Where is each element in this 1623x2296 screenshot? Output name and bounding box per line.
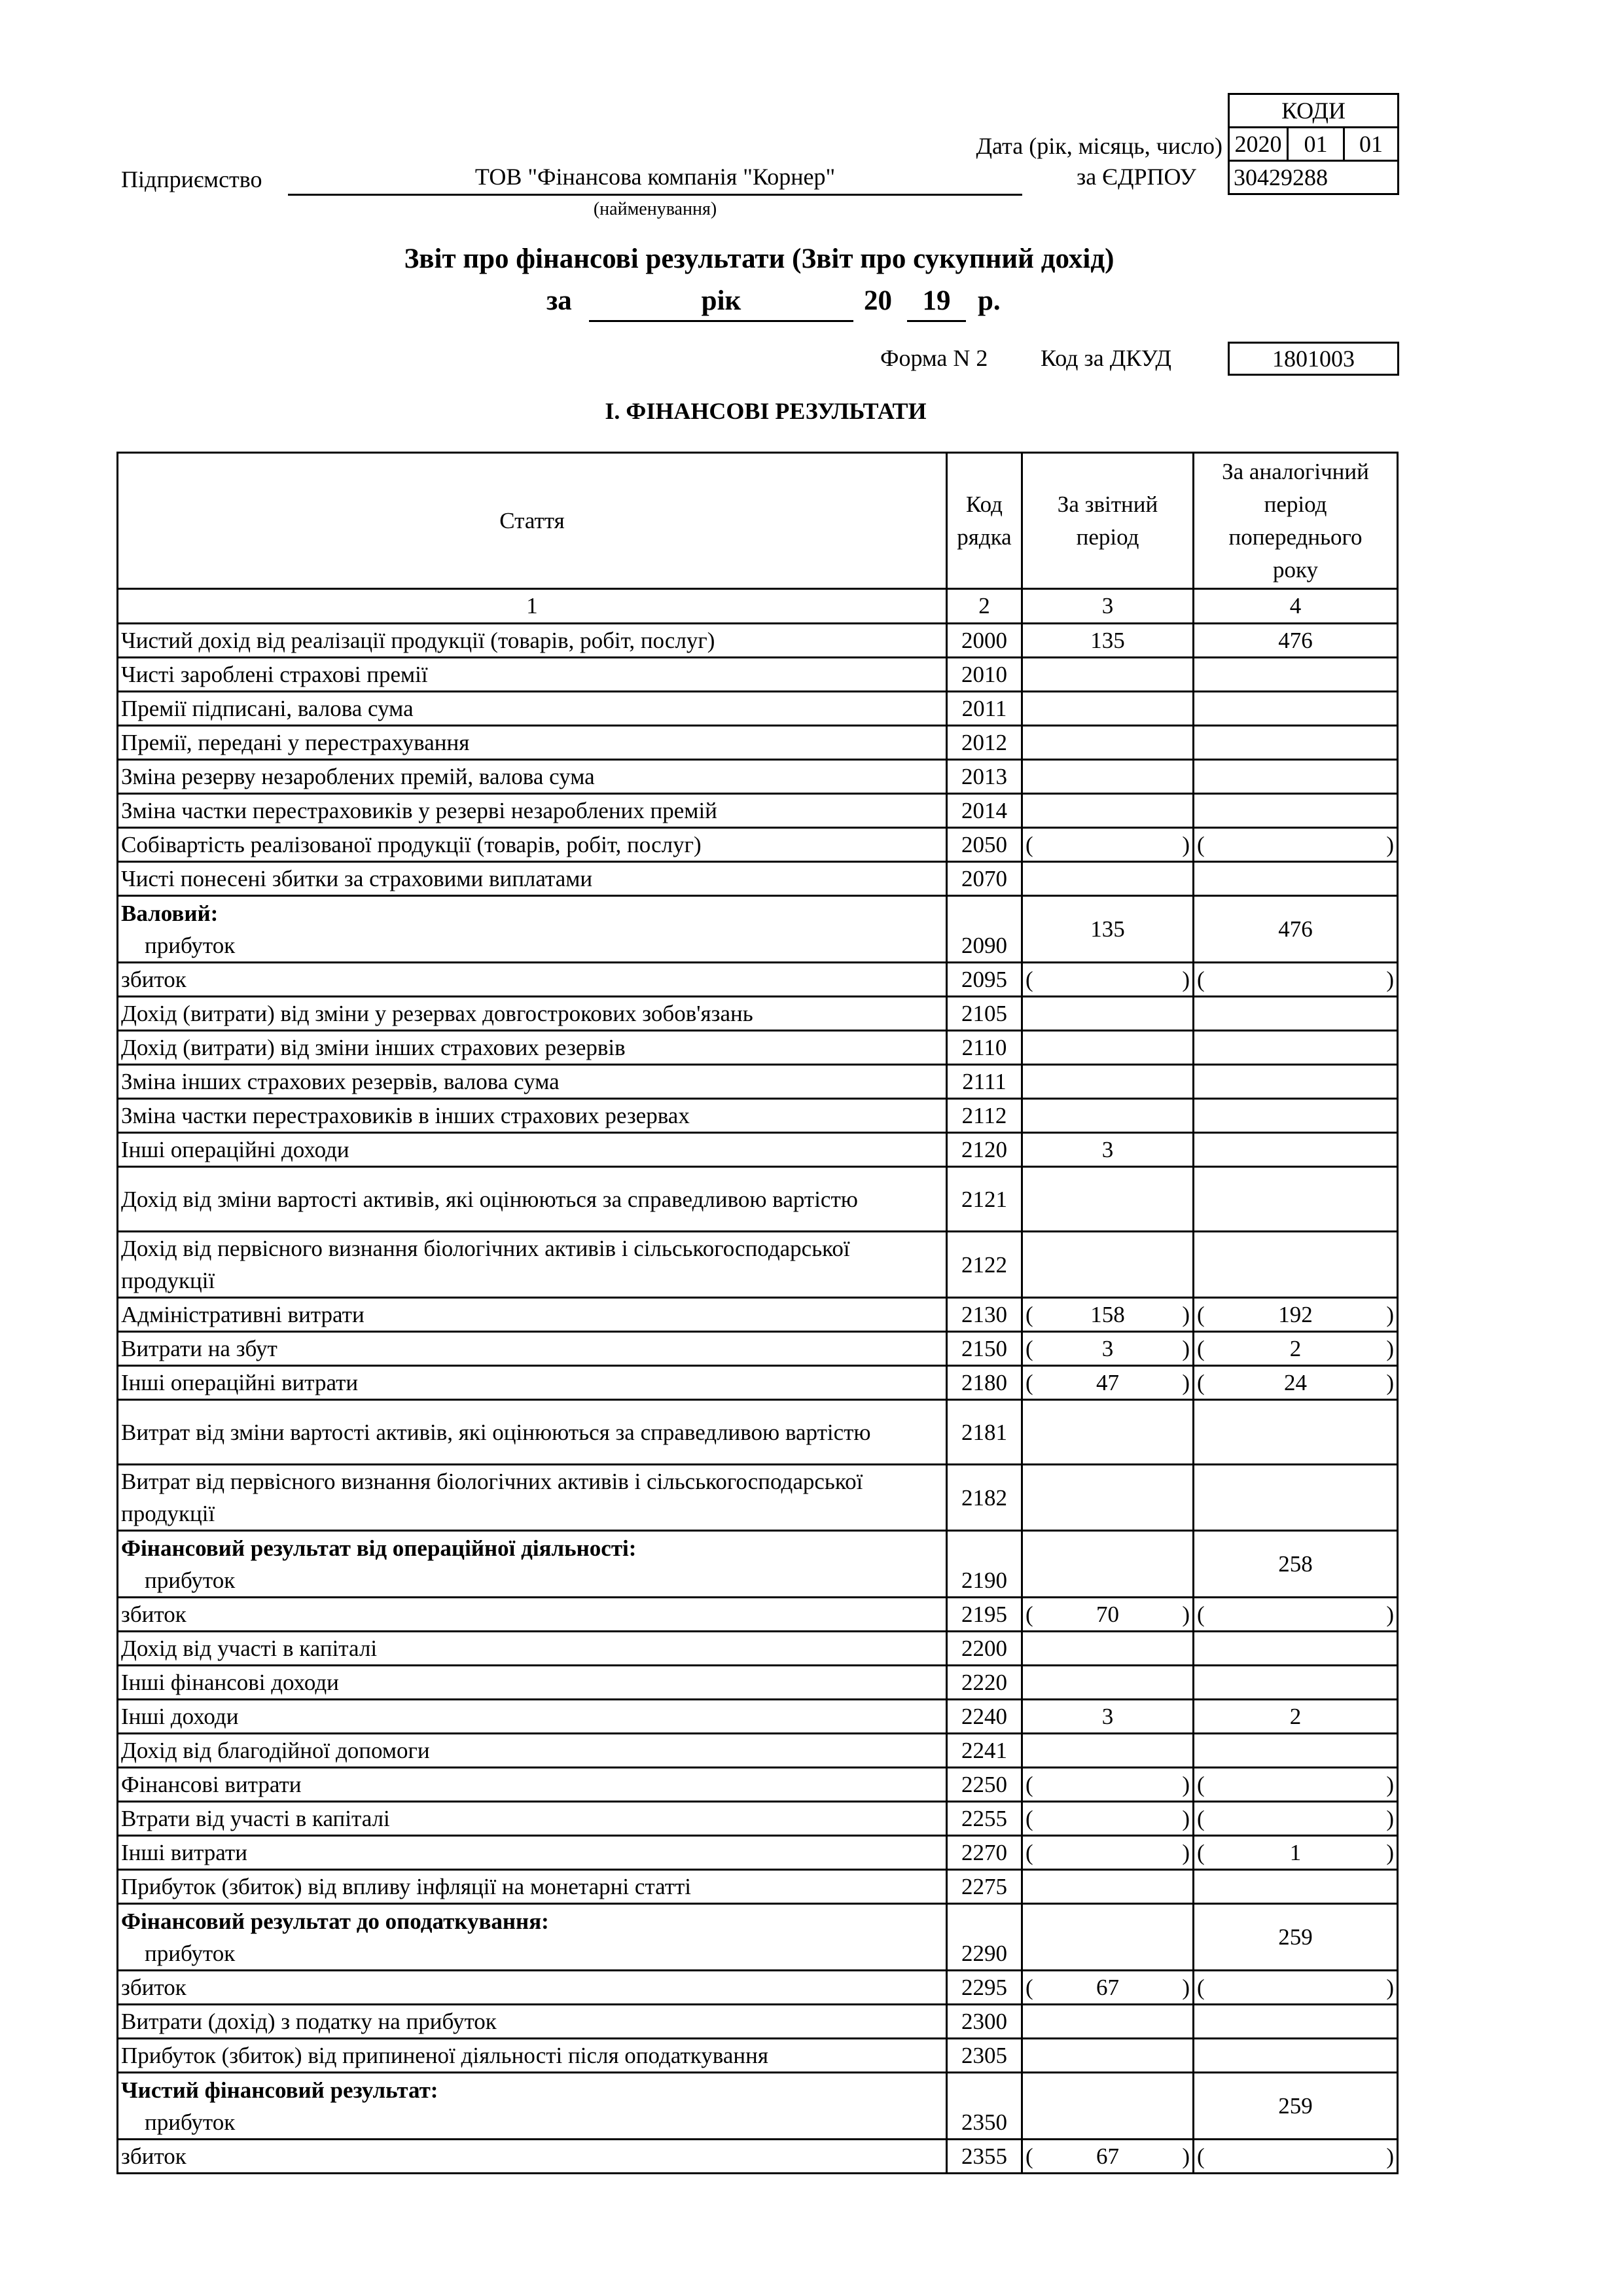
date-year-cell: [1228, 126, 1289, 162]
row-current-value: [1022, 1598, 1194, 1632]
row-code: 2120: [947, 1133, 1022, 1167]
row-code: 2014: [947, 794, 1022, 828]
row-code: 2105: [947, 997, 1022, 1031]
date-day-cell: [1343, 126, 1399, 162]
row-current-value: [1022, 1167, 1194, 1232]
paren-open: (: [1026, 1370, 1033, 1395]
row-previous-value: [1194, 1332, 1398, 1366]
row-previous-value: [1194, 1298, 1398, 1332]
row-current-value: [1022, 1531, 1194, 1598]
table-row: [118, 1904, 1398, 1971]
paren-open: (: [1197, 1336, 1205, 1361]
row-label: Чисті понесені збитки за страховими виплатами: [118, 862, 947, 896]
enterprise-label: Підприємство: [121, 166, 262, 192]
row-current-value: 3: [1022, 1700, 1194, 1734]
row-current-value: [1022, 726, 1194, 760]
row-previous-value: [1194, 1734, 1398, 1768]
row-value: 67: [1096, 2144, 1119, 2169]
row-current-value: 3: [1022, 1133, 1194, 1167]
date-month: 01: [1304, 131, 1328, 157]
row-current-value: [1022, 1734, 1194, 1768]
row-code: 2130: [947, 1298, 1022, 1332]
row-current-value: [1022, 692, 1194, 726]
year-suffix: 19: [922, 285, 951, 316]
row-code: 2010: [947, 658, 1022, 692]
table-row: [118, 1465, 1398, 1531]
paren-open: (: [1197, 967, 1205, 992]
row-label: збиток: [118, 1598, 947, 1632]
row-previous-value: [1194, 692, 1398, 726]
table-row: [118, 692, 1398, 726]
paren-close: ): [1386, 832, 1394, 857]
row-code: 2295: [947, 1971, 1022, 2005]
row-code: 2270: [947, 1836, 1022, 1870]
row-label: Витрати на збут: [118, 1332, 947, 1366]
group-title: Фінансовий результат від операційної діяльності:: [121, 1535, 637, 1561]
table-row: [118, 1366, 1398, 1400]
row-label: [118, 1904, 947, 1971]
row-code: 2290: [947, 1904, 1022, 1971]
report-title: Звіт про фінансові результати (Звіт про сукупний дохід): [404, 243, 1115, 274]
row-previous-value: [1194, 963, 1398, 997]
codes-header-cell: [1228, 93, 1399, 128]
row-current-value: [1022, 760, 1194, 794]
row-code: 2095: [947, 963, 1022, 997]
row-label: [118, 2073, 947, 2140]
row-label: Премії підписані, валова сума: [118, 692, 947, 726]
dkud-cell: [1228, 342, 1399, 376]
row-previous-value: [1194, 997, 1398, 1031]
paren-close: ): [1182, 1840, 1190, 1865]
row-previous-value: [1194, 658, 1398, 692]
table-row: [118, 1700, 1398, 1734]
table-row: [118, 1400, 1398, 1465]
row-value: 192: [1278, 1302, 1313, 1327]
row-code: 2122: [947, 1232, 1022, 1298]
row-current-value: [1022, 2039, 1194, 2073]
group-title: Чистий фінансовий результат:: [121, 2077, 438, 2103]
row-code: 2255: [947, 1802, 1022, 1836]
paren-close: ): [1386, 1772, 1394, 1797]
row-label: Фінансові витрати: [118, 1768, 947, 1802]
paren-close: ): [1386, 1302, 1394, 1327]
row-label: [118, 1531, 947, 1598]
enterprise-name: ТОВ "Фінансова компанія "Корнер": [474, 164, 836, 190]
col-previous: За аналогічний період попереднього року: [1194, 453, 1398, 589]
row-value: 24: [1284, 1370, 1307, 1395]
table-header-row: [118, 453, 1398, 589]
table-row: [118, 2140, 1398, 2174]
paren-open: (: [1197, 1772, 1205, 1797]
row-code: 2181: [947, 1400, 1022, 1465]
table-row: [118, 1768, 1398, 1802]
paren-close: ): [1182, 1336, 1190, 1361]
paren-open: (: [1026, 1336, 1033, 1361]
table-row: [118, 896, 1398, 963]
row-current-value: [1022, 1065, 1194, 1099]
table-row: [118, 658, 1398, 692]
table-row: [118, 1065, 1398, 1099]
paren-close: ): [1386, 2144, 1394, 2169]
table-row: [118, 1971, 1398, 2005]
table-row: [118, 1836, 1398, 1870]
paren-close: ): [1386, 1336, 1394, 1361]
row-code: 2070: [947, 862, 1022, 896]
paren-close: ): [1182, 1602, 1190, 1627]
row-code: 2110: [947, 1031, 1022, 1065]
row-label: Витрат від зміни вартості активів, які оцінюються за справедливою вартістю: [118, 1400, 947, 1465]
row-previous-value: [1194, 1870, 1398, 1904]
period-prefix: за: [546, 285, 572, 316]
row-label: Інші операційні доходи: [118, 1133, 947, 1167]
row-current-value: [1022, 1971, 1194, 2005]
row-label: Зміна частки перестраховиків в інших страхових резервах: [118, 1099, 947, 1133]
row-current-value: [1022, 1666, 1194, 1700]
paren-open: (: [1026, 1806, 1033, 1831]
paren-close: ): [1386, 1840, 1394, 1865]
col-number-4: 4: [1194, 589, 1398, 624]
paren-close: ): [1386, 1602, 1394, 1627]
row-code: 2275: [947, 1870, 1022, 1904]
paren-close: ): [1182, 1975, 1190, 2000]
row-current-value: [1022, 1232, 1194, 1298]
row-previous-value: [1194, 828, 1398, 862]
table-row: [118, 1666, 1398, 1700]
row-code: 2200: [947, 1632, 1022, 1666]
row-previous-value: [1194, 1099, 1398, 1133]
col-number-2: 2: [947, 589, 1022, 624]
table-row: [118, 828, 1398, 862]
paren-open: (: [1197, 1370, 1205, 1395]
row-previous-value: [1194, 1366, 1398, 1400]
row-label: Дохід (витрати) від зміни інших страхових резервів: [118, 1031, 947, 1065]
row-value: 70: [1096, 1602, 1119, 1627]
dkud-value: 1801003: [1272, 346, 1355, 372]
paren-close: ): [1182, 1806, 1190, 1831]
row-value: 2: [1289, 1336, 1302, 1361]
row-code: 2250: [947, 1768, 1022, 1802]
row-label: Інші операційні витрати: [118, 1366, 947, 1400]
row-label: Витрати (дохід) з податку на прибуток: [118, 2005, 947, 2039]
row-code: 2182: [947, 1465, 1022, 1531]
row-previous-value: 2: [1194, 1700, 1398, 1734]
paren-open: (: [1026, 967, 1033, 992]
table-row: [118, 1332, 1398, 1366]
table-row: [118, 1632, 1398, 1666]
paren-close: ): [1182, 1370, 1190, 1395]
row-previous-value: [1194, 1031, 1398, 1065]
row-label: збиток: [118, 2140, 947, 2174]
col-current: За звітний період: [1022, 453, 1194, 589]
row-code: 2013: [947, 760, 1022, 794]
row-code: 2180: [947, 1366, 1022, 1400]
row-current-value: [1022, 794, 1194, 828]
table-row: [118, 1167, 1398, 1232]
row-previous-value: [1194, 2140, 1398, 2174]
period-underline: [589, 320, 853, 322]
paren-open: (: [1197, 1602, 1205, 1627]
paren-close: ): [1182, 1302, 1190, 1327]
row-code: 2300: [947, 2005, 1022, 2039]
table-row: [118, 624, 1398, 658]
row-previous-value: [1194, 726, 1398, 760]
paren-open: (: [1197, 1302, 1205, 1327]
table-row: [118, 794, 1398, 828]
row-current-value: [1022, 1802, 1194, 1836]
row-code: 2240: [947, 1700, 1022, 1734]
row-label: Премії, передані у перестрахування: [118, 726, 947, 760]
row-value: 3: [1101, 1336, 1114, 1361]
row-previous-value: [1194, 1465, 1398, 1531]
row-label: Витрат від первісного визнання біологічних активів і сільськогосподарської продукції: [118, 1465, 947, 1531]
row-sublabel: прибуток: [145, 932, 236, 958]
row-current-value: [1022, 1298, 1194, 1332]
row-current-value: [1022, 1366, 1194, 1400]
codes-label: КОДИ: [1281, 98, 1346, 124]
year-underline: [907, 320, 966, 322]
year-end: р.: [978, 285, 1001, 316]
row-label: Прибуток (збиток) від припиненої діяльності після оподаткування: [118, 2039, 947, 2073]
edrpou-label: за ЄДРПОУ: [1076, 164, 1196, 190]
table-row: [118, 1802, 1398, 1836]
row-code: 2150: [947, 1332, 1022, 1366]
row-previous-value: [1194, 1768, 1398, 1802]
paren-close: ): [1386, 967, 1394, 992]
table-row: [118, 862, 1398, 896]
paren-open: (: [1026, 832, 1033, 857]
row-previous-value: 476: [1194, 624, 1398, 658]
row-sublabel: прибуток: [145, 2109, 236, 2135]
paren-close: ): [1182, 1772, 1190, 1797]
paren-close: ): [1386, 1975, 1394, 2000]
table-row: [118, 726, 1398, 760]
table-row: [118, 1133, 1398, 1167]
row-code: 2355: [947, 2140, 1022, 2174]
row-current-value: [1022, 997, 1194, 1031]
paren-open: (: [1026, 1772, 1033, 1797]
row-code: 2350: [947, 2073, 1022, 2140]
paren-open: (: [1026, 1975, 1033, 2000]
row-previous-value: 258: [1194, 1531, 1398, 1598]
table-row: [118, 1870, 1398, 1904]
table-row: [118, 1298, 1398, 1332]
date-label: Дата (рік, місяць, число): [976, 133, 1222, 159]
row-previous-value: [1194, 1836, 1398, 1870]
row-current-value: [1022, 1099, 1194, 1133]
date-year: 2020: [1234, 131, 1282, 157]
paren-close: ): [1386, 1806, 1394, 1831]
row-previous-value: 259: [1194, 2073, 1398, 2140]
paren-open: (: [1026, 1602, 1033, 1627]
col-article: Стаття: [118, 453, 947, 589]
row-previous-value: [1194, 1598, 1398, 1632]
row-sublabel: прибуток: [145, 1567, 236, 1593]
row-label: збиток: [118, 1971, 947, 2005]
row-current-value: [1022, 2005, 1194, 2039]
table-row: [118, 1531, 1398, 1598]
row-label: Адміністративні витрати: [118, 1298, 947, 1332]
row-current-value: [1022, 2073, 1194, 2140]
paren-open: (: [1197, 2144, 1205, 2169]
paren-close: ): [1182, 832, 1190, 857]
row-value: 67: [1096, 1975, 1119, 2000]
row-code: 2111: [947, 1065, 1022, 1099]
row-previous-value: [1194, 1802, 1398, 1836]
row-previous-value: [1194, 1971, 1398, 2005]
row-current-value: [1022, 862, 1194, 896]
row-previous-value: [1194, 1232, 1398, 1298]
form-label: Форма N 2: [880, 345, 988, 371]
table-row: [118, 2039, 1398, 2073]
row-label: Зміна резерву незароблених премій, валова сума: [118, 760, 947, 794]
row-label: Прибуток (збиток) від впливу інфляції на монетарні статті: [118, 1870, 947, 1904]
row-value: 47: [1096, 1370, 1119, 1395]
date-month-cell: [1287, 126, 1345, 162]
column-number-row: [118, 589, 1398, 624]
group-title: Фінансовий результат до оподаткування:: [121, 1908, 549, 1934]
row-code: 2000: [947, 624, 1022, 658]
section-title: І. ФІНАНСОВІ РЕЗУЛЬТАТИ: [605, 398, 927, 424]
row-previous-value: [1194, 2005, 1398, 2039]
paren-open: (: [1197, 1975, 1205, 2000]
row-label: Дохід від участі в капіталі: [118, 1632, 947, 1666]
table-row: [118, 1734, 1398, 1768]
row-current-value: 135: [1022, 896, 1194, 963]
row-code: 2241: [947, 1734, 1022, 1768]
row-label: Дохід від первісного визнання біологічних активів і сільськогосподарської продукції: [118, 1232, 947, 1298]
col-code: Код рядка: [947, 453, 1022, 589]
col-number-1: 1: [118, 589, 947, 624]
row-current-value: [1022, 1031, 1194, 1065]
row-previous-value: [1194, 760, 1398, 794]
paren-open: (: [1026, 1840, 1033, 1865]
table-row: [118, 2005, 1398, 2039]
table-row: [118, 997, 1398, 1031]
paren-open: (: [1197, 832, 1205, 857]
row-code: 2305: [947, 2039, 1022, 2073]
row-label: збиток: [118, 963, 947, 997]
row-label: Інші витрати: [118, 1836, 947, 1870]
year-prefix: 20: [864, 285, 892, 316]
paren-open: (: [1197, 1806, 1205, 1831]
edrpou-value: 30429288: [1234, 164, 1328, 190]
row-code: 2050: [947, 828, 1022, 862]
row-previous-value: [1194, 1133, 1398, 1167]
row-current-value: [1022, 1870, 1194, 1904]
row-code: 2121: [947, 1167, 1022, 1232]
row-previous-value: [1194, 1666, 1398, 1700]
row-previous-value: [1194, 862, 1398, 896]
row-current-value: [1022, 1836, 1194, 1870]
row-value: 158: [1090, 1302, 1125, 1327]
enterprise-underline: [288, 194, 1022, 196]
name-hint: (найменування): [593, 199, 717, 219]
paren-open: (: [1197, 1840, 1205, 1865]
row-previous-value: [1194, 1632, 1398, 1666]
row-previous-value: [1194, 1065, 1398, 1099]
row-current-value: [1022, 1465, 1194, 1531]
edrpou-cell: [1228, 160, 1399, 195]
paren-open: (: [1026, 1302, 1033, 1327]
row-current-value: [1022, 2140, 1194, 2174]
table-row: [118, 1031, 1398, 1065]
row-code: 2195: [947, 1598, 1022, 1632]
row-code: 2090: [947, 896, 1022, 963]
row-label: Зміна частки перестраховиків у резерві незароблених премій: [118, 794, 947, 828]
table-row: [118, 2073, 1398, 2140]
period-value: рік: [701, 285, 741, 316]
paren-close: ): [1182, 967, 1190, 992]
table-row: [118, 1099, 1398, 1133]
col-number-3: 3: [1022, 589, 1194, 624]
row-previous-value: [1194, 1400, 1398, 1465]
row-label: Дохід від благодійної допомоги: [118, 1734, 947, 1768]
row-current-value: [1022, 1332, 1194, 1366]
row-label: Втрати від участі в капіталі: [118, 1802, 947, 1836]
row-label: Дохід (витрати) від зміни у резервах довгострокових зобов'язань: [118, 997, 947, 1031]
row-value: 1: [1289, 1840, 1302, 1865]
row-sublabel: прибуток: [145, 1940, 236, 1966]
row-label: Чистий дохід від реалізації продукції (товарів, робіт, послуг): [118, 624, 947, 658]
table-row: [118, 1598, 1398, 1632]
financial-results-table: [116, 452, 1399, 2174]
row-previous-value: 476: [1194, 896, 1398, 963]
table-row: [118, 963, 1398, 997]
row-label: Інші фінансові доходи: [118, 1666, 947, 1700]
row-previous-value: [1194, 1167, 1398, 1232]
row-previous-value: 259: [1194, 1904, 1398, 1971]
group-title: Валовий:: [121, 900, 219, 926]
row-current-value: [1022, 1904, 1194, 1971]
row-current-value: [1022, 1400, 1194, 1465]
row-label: Собівартість реалізованої продукції (товарів, робіт, послуг): [118, 828, 947, 862]
row-code: 2112: [947, 1099, 1022, 1133]
paren-close: ): [1182, 2144, 1190, 2169]
row-label: Чисті зароблені страхові премії: [118, 658, 947, 692]
row-code: 2220: [947, 1666, 1022, 1700]
row-label: [118, 896, 947, 963]
row-current-value: [1022, 963, 1194, 997]
row-current-value: [1022, 828, 1194, 862]
row-code: 2011: [947, 692, 1022, 726]
row-current-value: 135: [1022, 624, 1194, 658]
paren-open: (: [1026, 2144, 1033, 2169]
table-row: [118, 760, 1398, 794]
row-label: Дохід від зміни вартості активів, які оцінюються за справедливою вартістю: [118, 1167, 947, 1232]
row-code: 2012: [947, 726, 1022, 760]
row-label: Зміна інших страхових резервів, валова сума: [118, 1065, 947, 1099]
table-row: [118, 1232, 1398, 1298]
row-code: 2190: [947, 1531, 1022, 1598]
row-label: Інші доходи: [118, 1700, 947, 1734]
row-previous-value: [1194, 794, 1398, 828]
row-current-value: [1022, 1632, 1194, 1666]
paren-close: ): [1386, 1370, 1394, 1395]
row-previous-value: [1194, 2039, 1398, 2073]
dkud-label: Код за ДКУД: [1041, 345, 1171, 371]
row-current-value: [1022, 1768, 1194, 1802]
date-day: 01: [1359, 131, 1383, 157]
row-current-value: [1022, 658, 1194, 692]
